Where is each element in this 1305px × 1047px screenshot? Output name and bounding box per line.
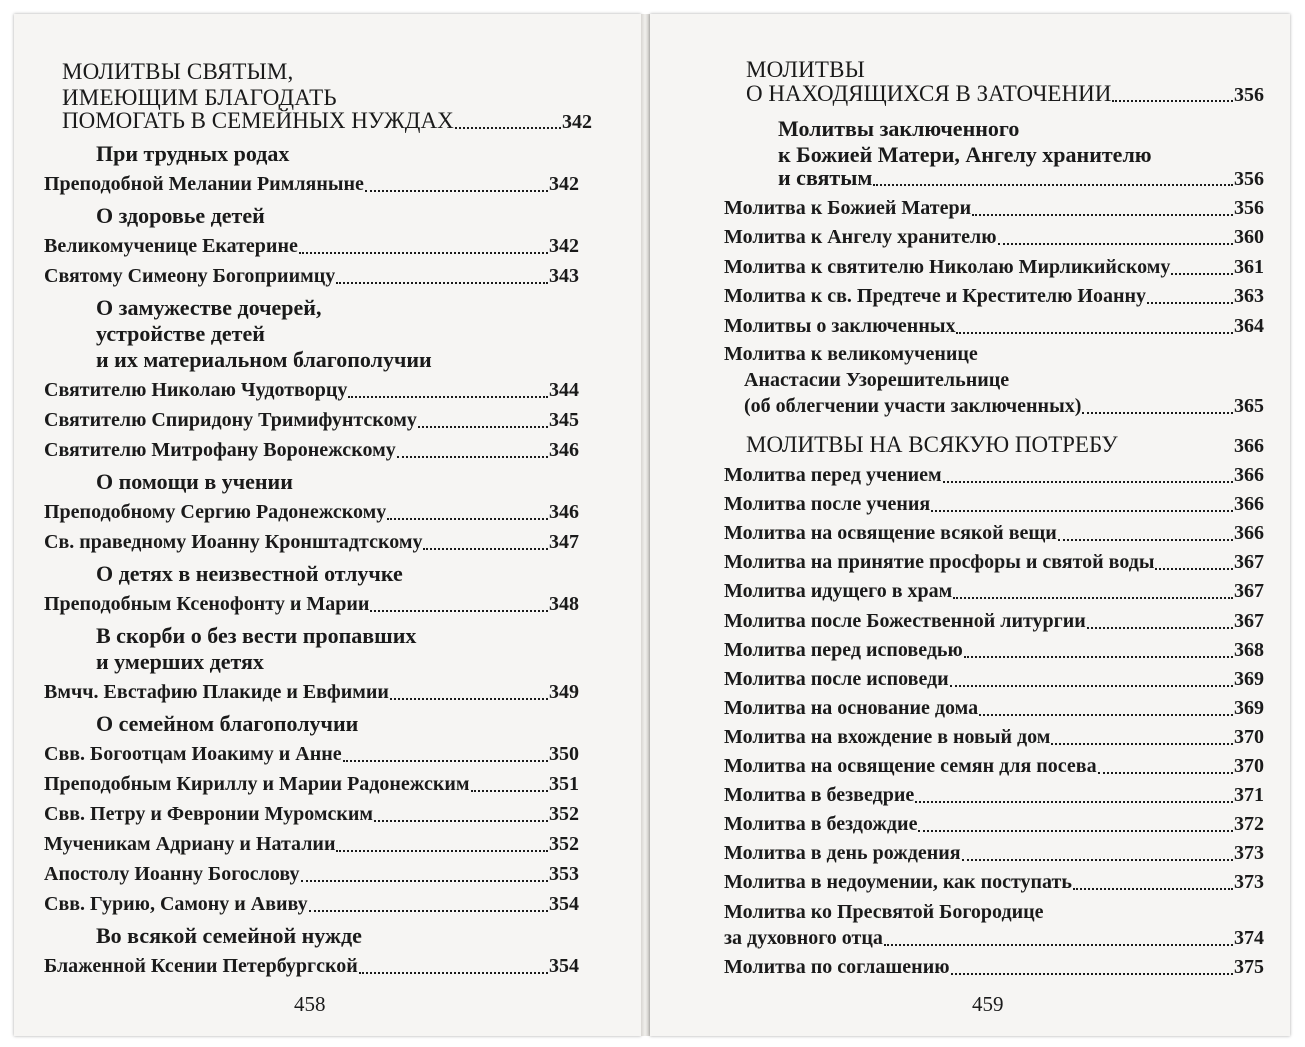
entry-text: Молитва перед исповедью [724, 638, 963, 661]
entry-text: Молитва на освящение всякой вещи [724, 522, 1057, 545]
section-title-line-1: МОЛИТВЫ СВЯТЫМ, [62, 59, 294, 84]
entry-text: Молитва на освящение семян для посева [724, 755, 1097, 777]
toc-entry [44, 376, 579, 404]
entry-text: Апостолу Иоанну Богослову [44, 863, 300, 885]
left-page [14, 14, 641, 1036]
leader-dots [943, 481, 1233, 483]
entry-page: 364 [1234, 314, 1264, 337]
leader-dots [359, 972, 548, 974]
toc-entry [44, 498, 579, 526]
entry-page: 354 [549, 955, 579, 977]
leader-dots [1051, 743, 1233, 745]
entry-page: 372 [1234, 813, 1264, 836]
entry-text: Свв. Петру и Февронии Муромским [44, 803, 374, 825]
leader-dots [365, 190, 548, 192]
entry-text: Святителю Николаю Чудотворцу [44, 379, 348, 401]
entry-page: 352 [549, 833, 579, 855]
entry-page: 349 [549, 681, 579, 703]
leader-dots [998, 243, 1234, 245]
leader-dots [455, 127, 561, 129]
group-title: О детях в неизвестной отлучке [96, 561, 403, 586]
toc-entry [44, 890, 579, 918]
leader-dots [390, 698, 548, 700]
entry-text: Преподобной Мелании Римляныне [44, 173, 364, 195]
entry-text: Великомученице Екатерине [44, 235, 298, 257]
entry-text: Святителю Митрофану Воронежскому [44, 439, 396, 461]
leader-dots [336, 282, 548, 284]
section1-title-line-2: О НАХОДЯЩИХСЯ В ЗАТОЧЕНИИ [746, 81, 1112, 106]
entry-page: 361 [1234, 255, 1264, 278]
entry-text: Молитва в день рождения [724, 842, 961, 865]
leader-dots [336, 850, 548, 852]
toc-entry [44, 800, 579, 828]
leader-dots [370, 610, 548, 612]
entry-text: Блаженной Ксении Петербургской [44, 955, 358, 977]
entry-page: 368 [1234, 638, 1264, 661]
last-entry-page: 375 [1234, 956, 1264, 978]
leader-dots [309, 910, 548, 912]
toc-entry [724, 665, 1264, 693]
entry-text: Молитва к Ангелу хранителю [724, 226, 997, 249]
multi-entry-line-2: Анастасии Узорешительнице [744, 369, 1010, 391]
entry-text: Молитвы о заключенных [724, 314, 956, 337]
entry-text: Молитва на основание дома [724, 696, 979, 719]
leader-dots [962, 859, 1233, 861]
sub-title-line-2: к Божией Матери, Ангелу хранителю [778, 142, 1152, 167]
section1-page: 356 [1234, 84, 1264, 106]
sub-title-row [778, 164, 1264, 192]
leader-dots [1087, 627, 1233, 629]
toc-entry [724, 548, 1264, 576]
leader-dots [956, 332, 1233, 334]
section2-page: 366 [1234, 435, 1264, 457]
entry-page: 369 [1234, 696, 1264, 719]
leader-dots [950, 685, 1233, 687]
entry-text: Молитва к Божией Матери [724, 197, 972, 219]
leader-dots [471, 790, 549, 792]
leader-dots [1082, 412, 1233, 414]
entry-page: 345 [549, 409, 579, 431]
entry-page: 366 [1234, 493, 1264, 516]
page-number: 459 [972, 992, 1004, 1016]
multi-entry2-line-1: Молитва ко Пресвятой Богородице [724, 901, 1044, 923]
toc-entry [724, 223, 1264, 251]
toc-entry [44, 436, 579, 464]
toc-entry [724, 519, 1264, 547]
entry-page: 373 [1234, 871, 1264, 894]
entry-page: 367 [1234, 609, 1264, 632]
toc-entry [724, 490, 1264, 518]
sub-page: 356 [1234, 168, 1264, 190]
group-title: В скорби о без вести пропавших [96, 623, 417, 648]
toc-entry [44, 860, 579, 888]
entry-text: Молитва после Божественной литургии [724, 609, 1086, 632]
leader-dots [953, 597, 1233, 599]
section-title-row [62, 107, 592, 135]
entry-text: Мученикам Адриану и Наталии [44, 833, 336, 855]
toc-entry [44, 740, 579, 768]
group-title: О здоровье детей [96, 203, 265, 228]
entry-page: 370 [1234, 755, 1264, 777]
entry-page: 346 [549, 439, 579, 461]
section-title-line-2: ИМЕЮЩИМ БЛАГОДАТЬ [62, 85, 337, 110]
leader-dots [397, 456, 548, 458]
entry-text: Преподобному Сергию Радонежскому [44, 501, 387, 523]
entry-page: 370 [1234, 725, 1264, 748]
toc-entry [44, 678, 579, 706]
leader-dots [374, 820, 548, 822]
toc-entry [44, 590, 579, 618]
entry-page: 351 [549, 773, 579, 795]
toc-entry [724, 312, 1264, 340]
entry-text: Вмчч. Евстафию Плакиде и Евфимии [44, 681, 389, 703]
group-title: и умерших детях [96, 649, 264, 674]
leader-dots [348, 396, 548, 398]
toc-entry [44, 528, 579, 556]
leader-dots [299, 252, 548, 254]
entry-text: Молитва идущего в храм [724, 580, 953, 603]
leader-dots [972, 214, 1233, 216]
multi-entry2-row [724, 924, 1264, 952]
entry-text: Молитва на принятие просфоры и святой воды [724, 551, 1155, 574]
entry-text: Святителю Спиридону Тримифунтскому [44, 409, 417, 431]
entry-text: Молитва в бездождие [724, 813, 918, 836]
entry-page: 367 [1234, 580, 1264, 603]
toc-entry [724, 636, 1264, 664]
leader-dots [915, 801, 1233, 803]
entry-page: 366 [1234, 522, 1264, 545]
entry-page: 342 [549, 173, 579, 195]
leader-dots [423, 548, 548, 550]
sub-title-line-3: и святым [778, 165, 873, 190]
entry-text: Свв. Гурию, Самону и Авиву [44, 893, 308, 915]
entry-page: 360 [1234, 226, 1264, 249]
entry-text: Свв. Богоотцам Иоакиму и Анне [44, 743, 342, 765]
toc-entry [44, 232, 579, 260]
toc-entry [724, 253, 1264, 281]
leader-dots [1058, 539, 1233, 541]
leader-dots [301, 880, 549, 882]
entry-page: 366 [1234, 464, 1264, 486]
leader-dots [1155, 568, 1233, 570]
multi-entry-row [744, 392, 1264, 420]
section1-title-row [746, 80, 1264, 108]
entry-text: Молитва в безведрие [724, 784, 915, 807]
right-page [650, 14, 1290, 1036]
entry-text: Молитва после учения [724, 493, 931, 516]
toc-entry [724, 607, 1264, 635]
entry-page: 350 [549, 743, 579, 765]
book-gutter [641, 14, 650, 1036]
group-title: О замужестве дочерей, [96, 295, 322, 320]
multi-entry2-page: 374 [1234, 927, 1264, 949]
toc-entry [724, 781, 1264, 809]
entry-page: 347 [549, 531, 579, 553]
entry-text: Молитва на вхождение в новый дом [724, 725, 1051, 748]
multi-entry-line-3: (об облегчении участи заключенных) [744, 395, 1082, 417]
toc-entry [724, 868, 1264, 896]
leader-dots [931, 510, 1233, 512]
toc-entry [44, 952, 579, 980]
entry-page: 343 [549, 265, 579, 287]
entry-text: Святому Симеону Богоприимцу [44, 265, 336, 287]
multi-entry2-line-2: за духовного отца [724, 927, 883, 949]
toc-entry [44, 170, 579, 198]
section2-title: МОЛИТВЫ НА ВСЯКУЮ ПОТРЕБУ [746, 432, 1118, 457]
toc-entry [44, 262, 579, 290]
entry-page: 346 [549, 501, 579, 523]
leader-dots [873, 184, 1233, 186]
group-title: О помощи в учении [96, 469, 293, 494]
leader-dots [387, 518, 548, 520]
entry-text: Преподобным Ксенофонту и Марии [44, 593, 370, 615]
toc-entry [724, 723, 1264, 751]
entry-text: Преподобным Кириллу и Марии Радонежским [44, 773, 470, 795]
entry-page: 344 [549, 379, 579, 401]
toc-entry [724, 282, 1264, 310]
group-title: О семейном благополучии [96, 711, 359, 736]
entry-text: Молитва к св. Предтече и Крестителю Иоанну [724, 285, 1146, 308]
group-title: Во всякой семейной нужде [96, 923, 362, 948]
entry-page: 363 [1234, 285, 1264, 308]
entry-text: Молитва в недоумении, как поступать [724, 871, 1072, 894]
leader-dots [884, 944, 1233, 946]
section2-title-row [746, 431, 1264, 459]
leader-dots [1171, 273, 1233, 275]
entry-page: 369 [1234, 667, 1264, 690]
section-title-line-3: ПОМОГАТЬ В СЕМЕЙНЫХ НУЖДАХ [62, 108, 454, 133]
last-entry-text: Молитва по соглашению [724, 956, 950, 978]
entry-page: 354 [549, 893, 579, 915]
leader-dots [418, 426, 548, 428]
toc-entry [724, 194, 1264, 222]
sub-title-line-1: Молитвы заключенного [778, 116, 1020, 141]
section-page: 342 [562, 111, 592, 133]
page-number: 458 [294, 992, 326, 1016]
group-title: и их материальном благополучии [96, 347, 432, 372]
entry-text: Св. праведному Иоанну Кронштадтскому [44, 531, 423, 553]
toc-entry [724, 461, 1264, 489]
entry-page: 356 [1234, 197, 1264, 219]
toc-entry [724, 839, 1264, 867]
leader-dots [1147, 302, 1233, 304]
multi-entry-line-1: Молитва к великомученице [724, 343, 978, 365]
toc-entry [724, 577, 1264, 605]
entry-page: 342 [549, 235, 579, 257]
entry-text: Молитва после исповеди [724, 667, 949, 690]
entry-page: 348 [549, 593, 579, 615]
entry-page: 353 [549, 863, 579, 885]
multi-entry-page: 365 [1234, 395, 1264, 417]
toc-entry [724, 810, 1264, 838]
entry-page: 367 [1234, 551, 1264, 574]
entry-text: Молитва к святителю Николаю Мирликийскому [724, 255, 1171, 278]
group-title: При трудных родах [96, 141, 290, 166]
leader-dots [964, 656, 1233, 658]
entry-text: Молитва перед учением [724, 464, 942, 486]
toc-entry [724, 752, 1264, 780]
toc-entry [44, 770, 579, 798]
entry-page: 371 [1234, 784, 1264, 807]
entry-page: 352 [549, 803, 579, 825]
group-title: устройстве детей [96, 321, 265, 346]
last-entry-row [724, 953, 1264, 981]
section1-title-line-1: МОЛИТВЫ [746, 57, 865, 82]
leader-dots [918, 830, 1233, 832]
leader-dots [1073, 888, 1233, 890]
leader-dots [343, 760, 548, 762]
toc-entry [44, 830, 579, 858]
toc-entry [724, 694, 1264, 722]
toc-entry [44, 406, 579, 434]
entry-page: 373 [1234, 842, 1264, 865]
leader-dots [1098, 772, 1233, 774]
leader-dots [979, 714, 1233, 716]
leader-dots [951, 973, 1234, 975]
leader-dots [1112, 100, 1233, 102]
